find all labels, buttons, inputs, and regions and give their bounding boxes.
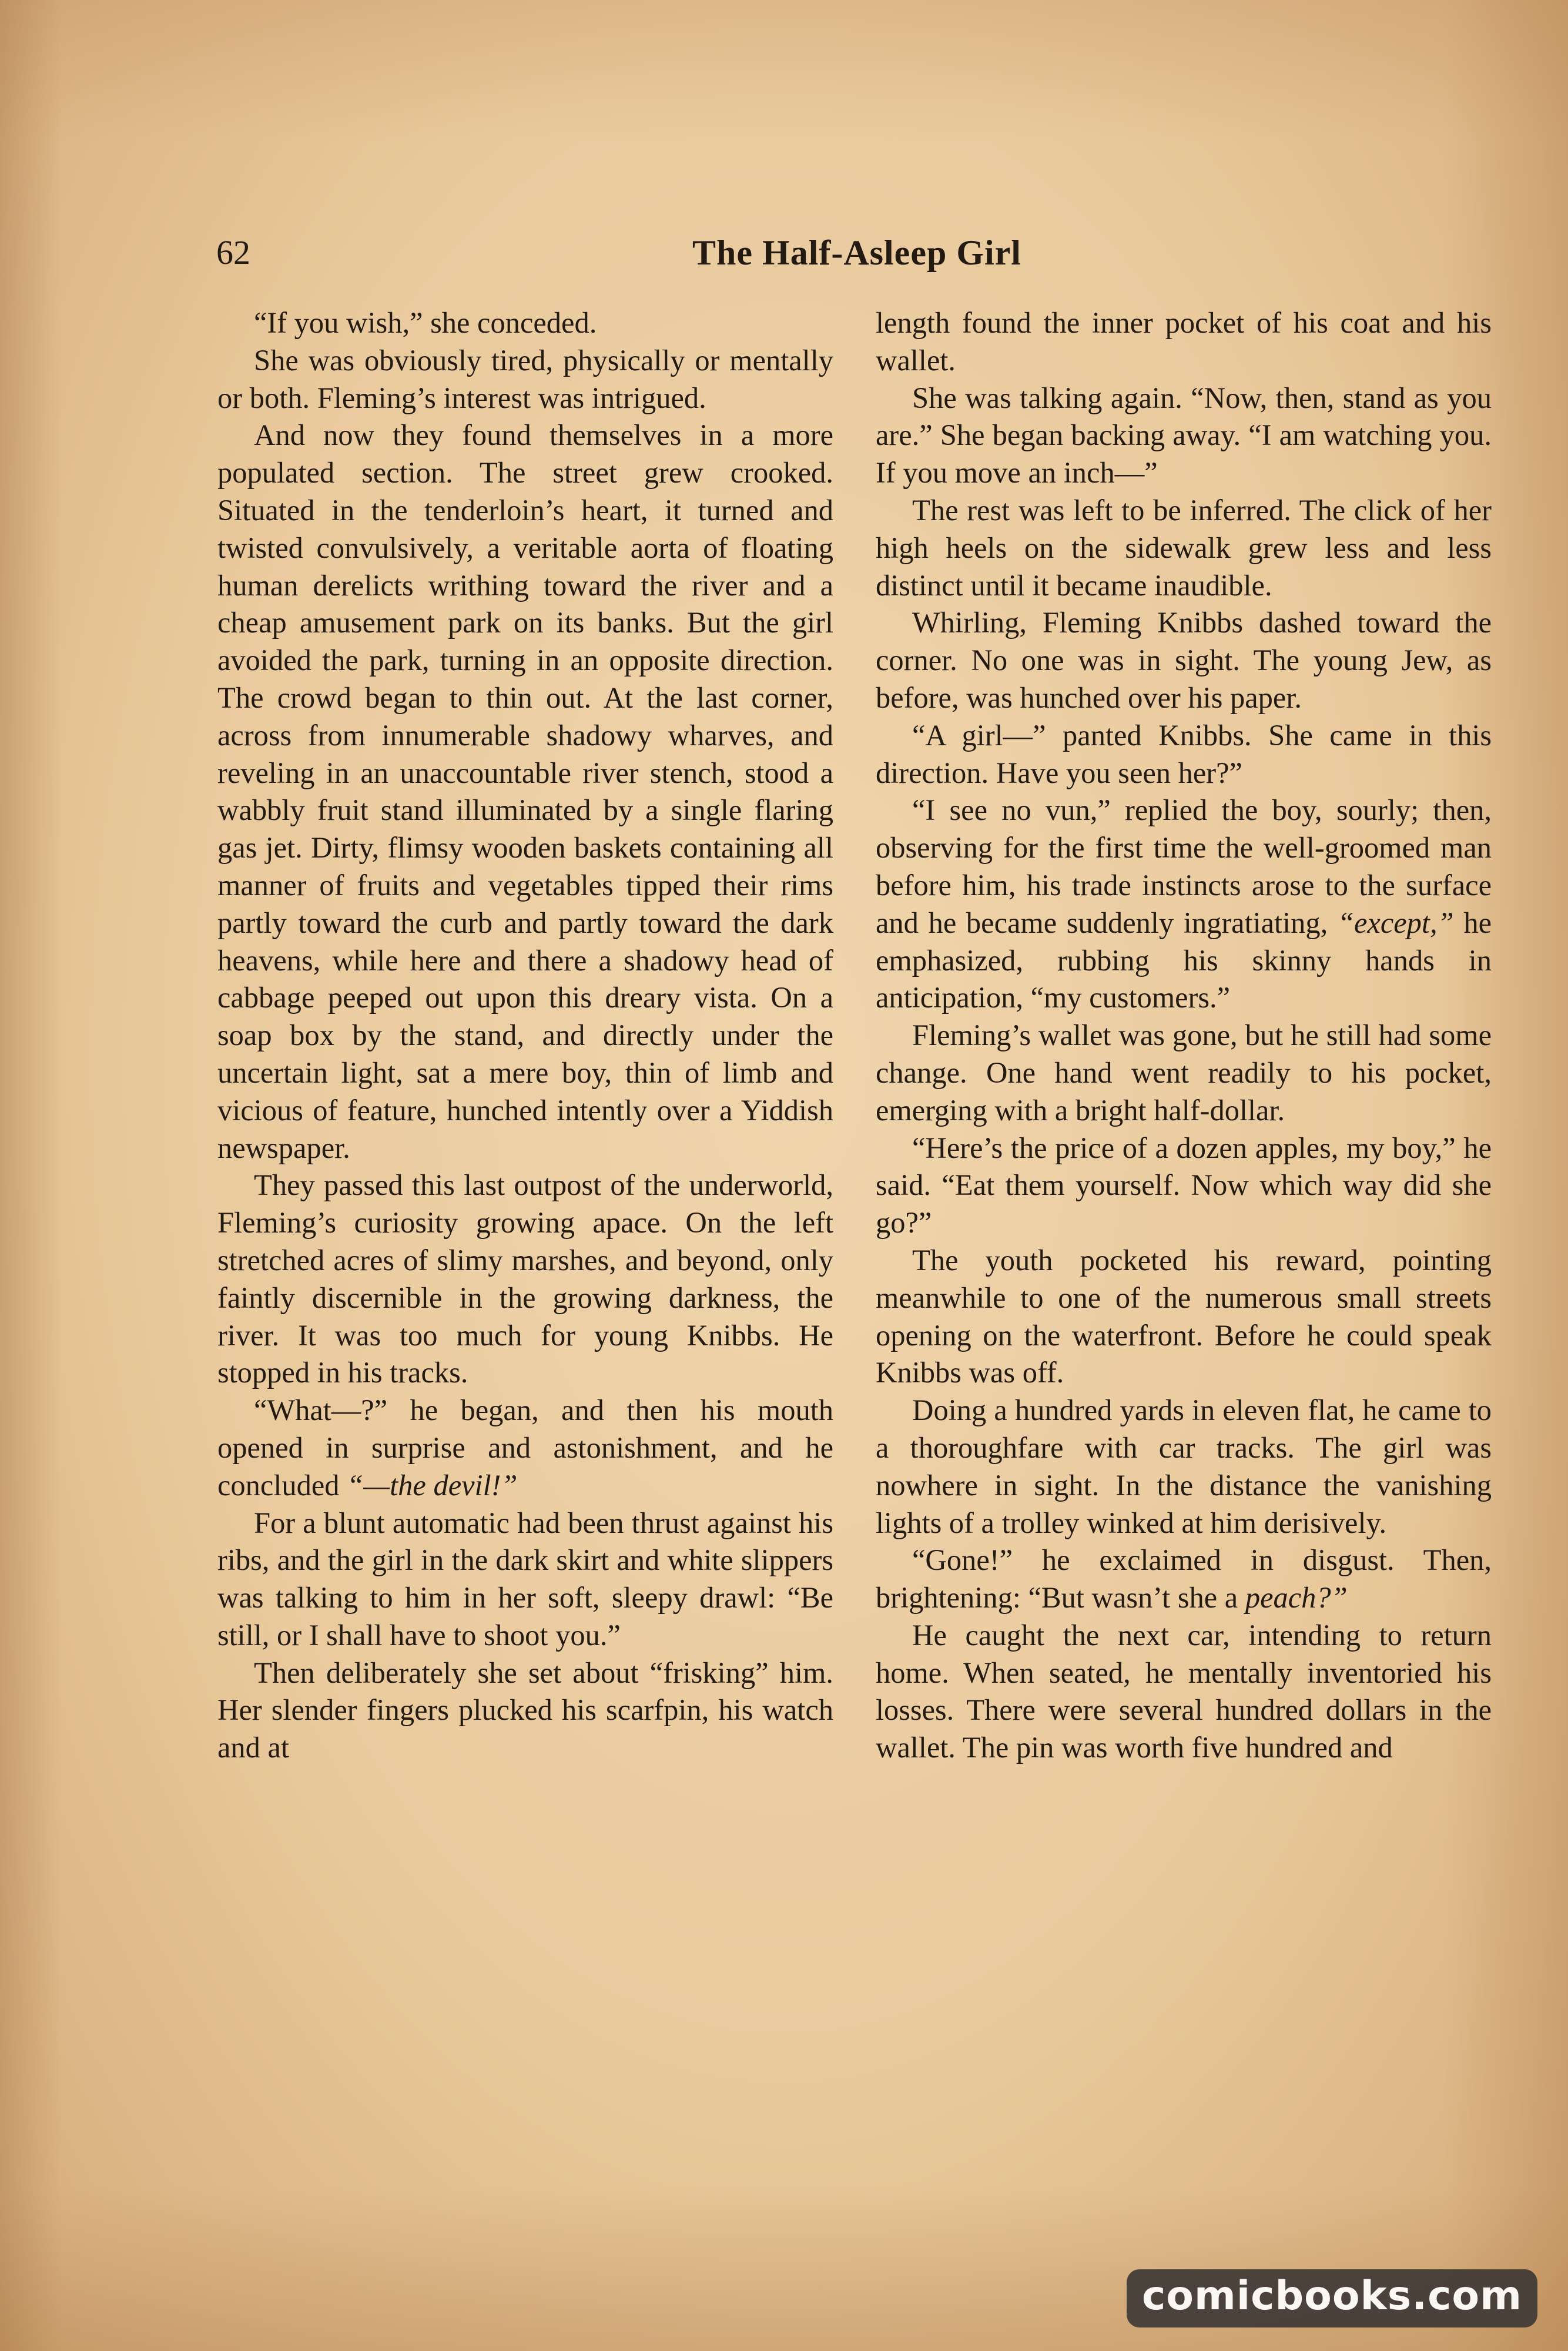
paragraph: And now they found themselves in a more populated section. The street grew crooked. Situated in the tenderloin’s heart, it turned and twisted convulsively, a veritable aorta of floating human derelicts writhing toward the river and a cheap amusement park on its banks. But the girl avoided the park, turning in an opposite direction. The crowd began to thin out. At the last corner, across from innumerable shadowy wharves, and reveling in an unaccountable river stench, stood a wabbly fruit stand illuminated by a single flaring gas jet. Dirty, flimsy wooden baskets containing all manner of fruits and vegetables tipped their rims partly toward the curb and partly toward the dark heavens, while here and there a shadowy head of cabbage peeped out upon this dreary vista. On a soap box by the stand, and directly under the uncertain light, sat a mere boy, thin of limb and vicious of feature, hunched intently over a Yiddish newspaper.: [217, 418, 833, 1164]
paragraph: “I see no vun,” replied the boy, sourly; then, observing for the first time the well-groomed man before him, his trade instincts arose to the surface and he became suddenly ingratiating, “except,” he emphasized, rubbing his skinny hands in anticipation, “my customers.”: [876, 793, 1492, 1014]
left-column: [217, 304, 833, 1767]
page-header: [216, 226, 1497, 279]
paragraph: She was talking again. “Now, then, stand as you are.” She began backing away. “I am watching you. If you move an inch—”: [876, 381, 1492, 490]
paragraph: They passed this last outpost of the underworld, Fleming’s curiosity growing apace. On the left stretched acres of slimy marshes, and beyond, only faintly discernible in the growing darkness, the river. It was too much for young Knibbs. He stopped in his tracks.: [217, 1168, 833, 1389]
paragraph: Then deliberately she set about “frisking” him. Her slender fingers plucked his scarfpin, his watch and at: [217, 1656, 833, 1764]
paragraph: “What—?” he began, and then his mouth opened in surprise and astonishment, and he concluded “—the devil!”: [217, 1394, 833, 1502]
paragraph: Fleming’s wallet was gone, but he still had some change. One hand went readily to his pocket, emerging with a bright half-dollar.: [876, 1019, 1492, 1127]
paragraph: Doing a hundred yards in eleven flat, he came to a thoroughfare with car tracks. The girl was nowhere in sight. In the distance the vanishing lights of a trolley winked at him derisively.: [876, 1394, 1492, 1539]
paragraph: For a blunt automatic had been thrust against his ribs, and the girl in the dark skirt and white slippers was talking to him in her soft, sleepy drawl: “Be still, or I shall have to shoot you.”: [217, 1506, 833, 1652]
watermark-logo: comicbooks.com: [1127, 2269, 1537, 2327]
paragraph: “Here’s the price of a dozen apples, my boy,” he said. “Eat them yourself. Now which way did she go?”: [876, 1131, 1492, 1240]
page-number: 62: [216, 233, 250, 272]
paragraph: The rest was left to be inferred. The click of her high heels on the sidewalk grew less and less distinct until it became inaudible.: [876, 493, 1492, 602]
paragraph: He caught the next car, intending to return home. When seated, he mentally inventoried his losses. There were several hundred dollars in the wallet. The pin was worth five hundred and: [876, 1618, 1492, 1764]
paragraph-continued: length found the inner pocket of his coat and his wallet.: [876, 306, 1492, 377]
right-column: [876, 304, 1492, 1767]
paragraph: The youth pocketed his reward, pointing meanwhile to one of the numerous small streets opening on the waterfront. Before he could speak Knibbs was off.: [876, 1243, 1492, 1389]
paragraph: “If you wish,” she conceded.: [254, 306, 597, 339]
paragraph: “A girl—” panted Knibbs. She came in this direction. Have you seen her?”: [876, 718, 1492, 789]
running-title: The Half-Asleep Girl: [692, 233, 1021, 272]
paragraph: “Gone!” he exclaimed in disgust. Then, brightening: “But wasn’t she a peach?”: [876, 1543, 1492, 1615]
paragraph: Whirling, Fleming Knibbs dashed toward the corner. No one was in sight. The young Jew, as before, was hunched over his paper.: [876, 606, 1492, 714]
paragraph: She was obviously tired, physically or mentally or both. Fleming’s interest was intrigued.: [217, 343, 833, 414]
